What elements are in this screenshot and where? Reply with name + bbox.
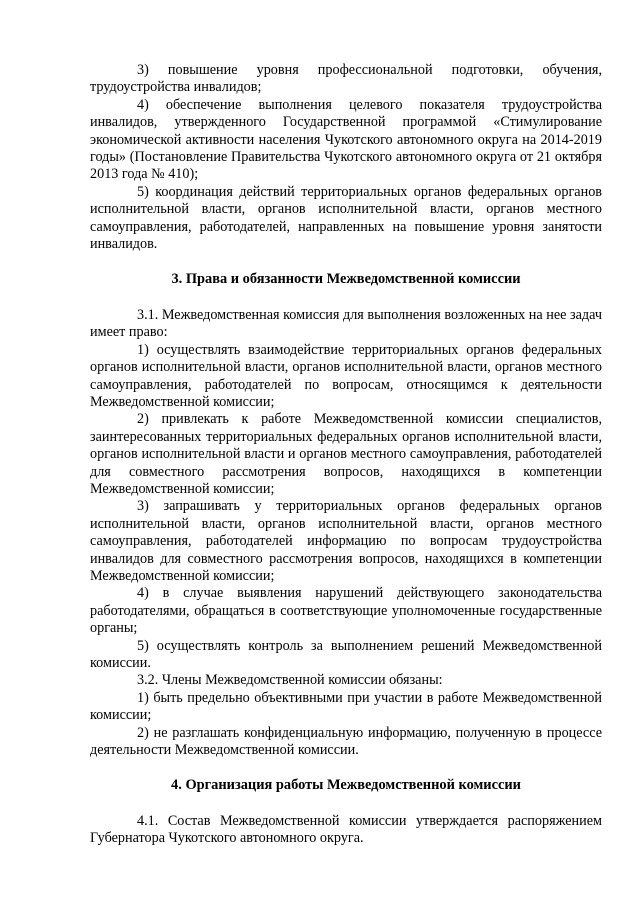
- section-4-heading: 4. Организация работы Межведомственной комиссии: [171, 777, 521, 794]
- intro-item-5: 5) координация действий территориальных органов федеральных органов исполнительной власти, органов исполнительной власти, органов местного самоуправления, работодателей, направленных на повышение уровня занятости инвалидов.: [90, 183, 602, 253]
- paragraph-4-1: 4.1. Состав Межведомственной комиссии утверждается распоряжением Губернатора Чукотского автономного округа.: [90, 812, 602, 847]
- paragraph-3-1-item-2: 2) привлекать к работе Межведомственной комиссии специалистов, заинтересованных территориальных федеральных органов исполнительной власти, органов исполнительной власти и органов местного самоуправления, работодателей для совместного рассмотрения вопросов, находящихся в компетенции Межведомственной комиссии;: [90, 411, 602, 497]
- paragraph-3-2-item-2: 2) не разглашать конфиденциальную информацию, полученную в процессе деятельности Межведомственной комиссии.: [90, 724, 602, 759]
- paragraph-3-1-item-5: 5) осуществлять контроль за выполнением решений Межведомственной комиссии.: [90, 637, 602, 671]
- paragraph-3-1-item-4: 4) в случае выявления нарушений действующего законодательства работодателями, обращаться в соответствующие уполномоченные государственные органы;: [90, 585, 602, 637]
- paragraph-3-2: 3.2. Члены Межведомственной комиссии обязаны:: [137, 672, 443, 689]
- paragraph-3-1-item-3: 3) запрашивать у территориальных органов федеральных органов исполнительной власти, органов исполнительной власти, органов местного самоуправления, работодателей информацию по вопросам трудоустройства инвалидов для совместного рассмотрения вопросов, находящихся в компетенции Межведомственной комиссии;: [90, 498, 602, 584]
- section-3-heading: 3. Права и обязанности Межведомственной комиссии: [171, 271, 521, 288]
- paragraph-3-2-item-1: 1) быть предельно объективными при участии в работе Межведомственной комиссии;: [90, 689, 602, 724]
- paragraph-3-1-item-1: 1) осуществлять взаимодействие территориальных органов федеральных органов исполнительной власти, органов исполнительной власти, органов местного самоуправления, работодателей по вопросам, относящимся к деятельности Межведомственной комиссии;: [90, 341, 602, 410]
- document-page: [90, 62, 602, 848]
- intro-item-4: 4) обеспечение выполнения целевого показателя трудоустройства инвалидов, утвержденного Государственной программой «Стимулирование экономической активности населения Чукотского автономного округа на 2014-2019 годы» (Постановление Правительства Чукотского автономного округа от 21 октября 2013 года № 410);: [90, 96, 602, 183]
- paragraph-3-1: 3.1. Межведомственная комиссия для выполнения возложенных на нее задач имеет право:: [90, 306, 602, 341]
- intro-item-3: 3) повышение уровня профессиональной подготовки, обучения, трудоустройства инвалидов;: [90, 62, 602, 96]
